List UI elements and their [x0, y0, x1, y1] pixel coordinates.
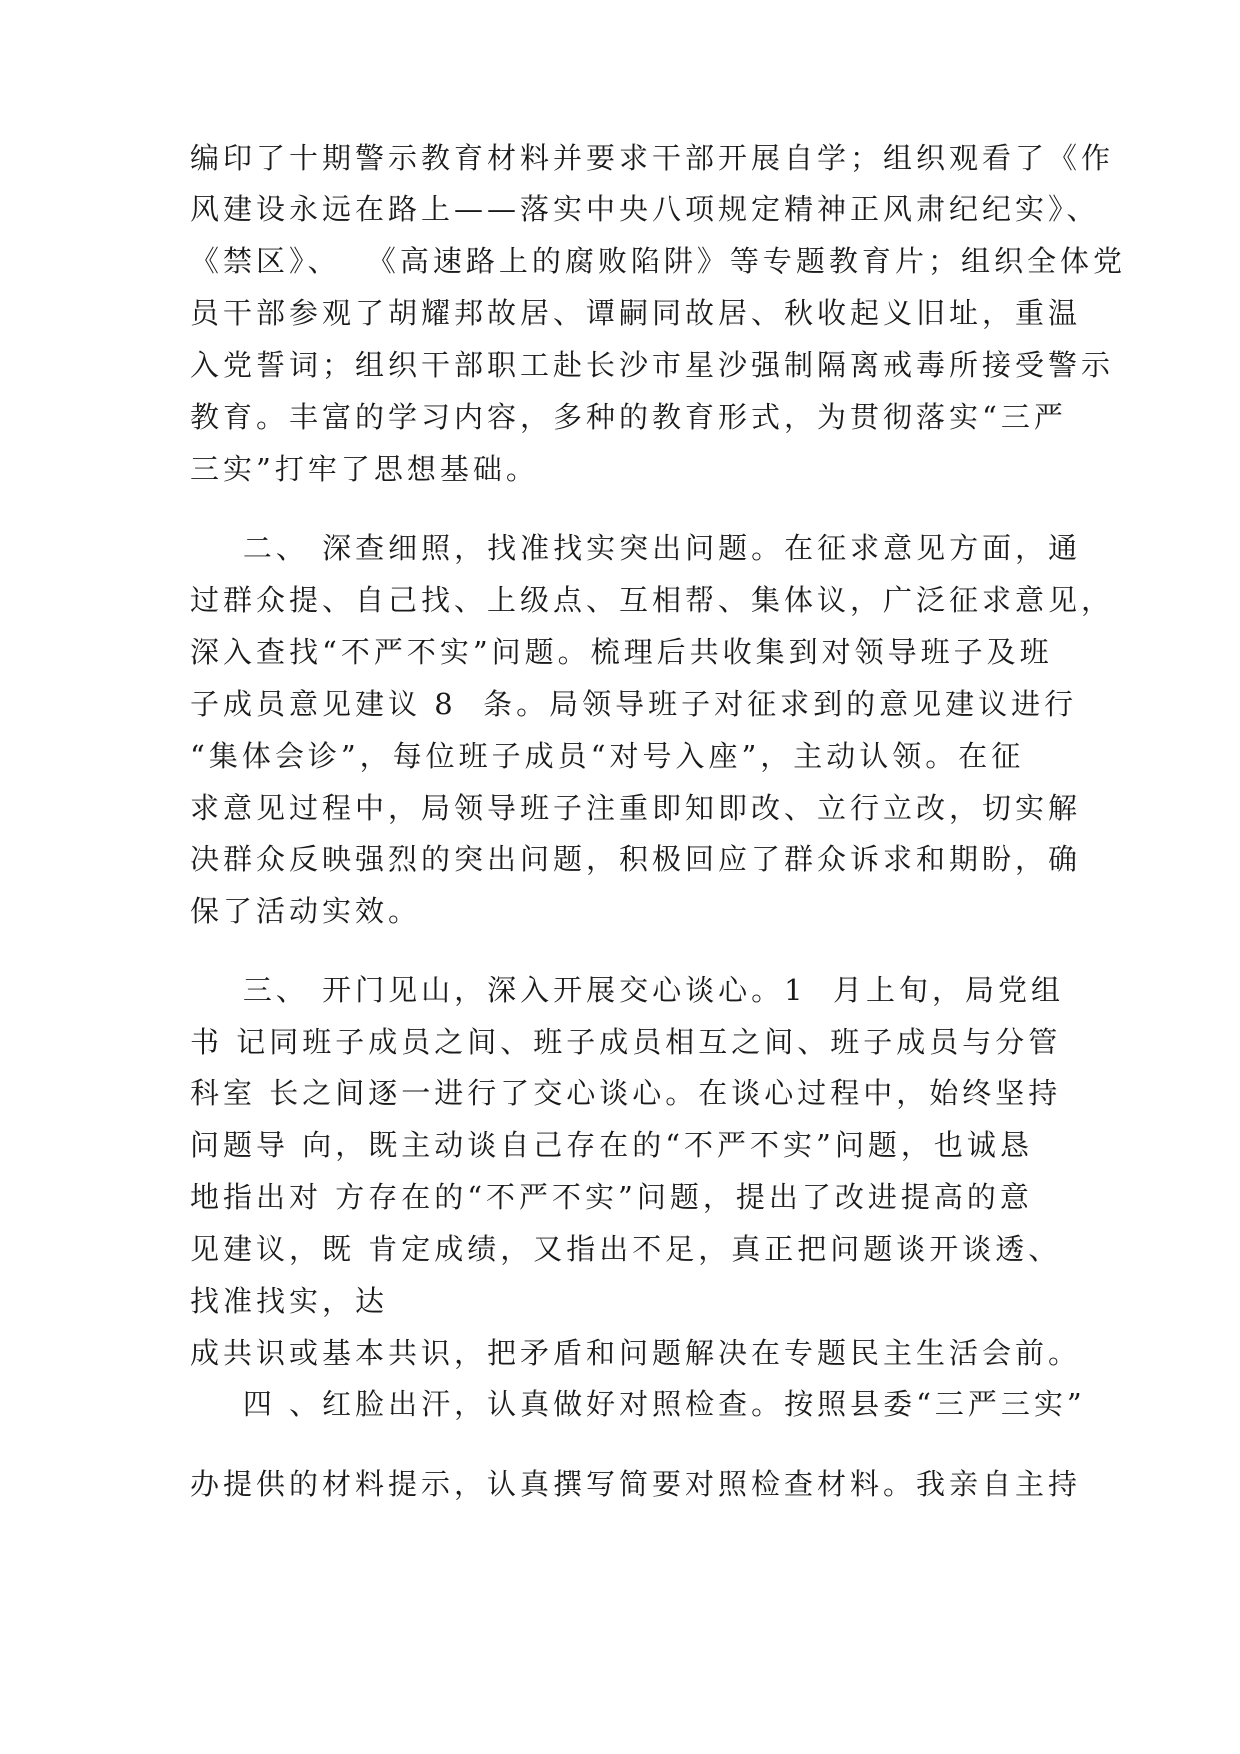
body-line: 地指出对 方存在的“不严不实”问题，提出了改进提高的意 [190, 1180, 1033, 1214]
section-four-heading-line: 四 、红脸出汗，认真做好对照检查。按照县委“三严三实” [190, 1387, 1086, 1421]
section-three-heading-line: 三、 开门见山，深入开展交心谈心。1 月上旬，局党组 [190, 973, 1064, 1007]
body-line: 书 记同班子成员之间、班子成员相互之间、班子成员与分管 [190, 1025, 1062, 1059]
body-line: 入党誓词；组织干部职工赴长沙市星沙强制隔离戒毒所接受警示 [190, 348, 1115, 382]
body-line: 《禁区》、 《高速路上的腐败陷阱》等专题教育片；组织全体党 [190, 244, 1126, 278]
body-line: 见建议，既 肯定成绩，又指出不足，真正把问题谈开谈透、 [190, 1232, 1062, 1266]
body-line: 决群众反映强烈的突出问题，积极回应了群众诉求和期盼，确 [190, 842, 1082, 876]
body-line: 过群众提、自己找、上级点、互相帮、集体议，广泛征求意见， [190, 583, 1115, 617]
body-line: 科室 长之间逐一进行了交心谈心。在谈心过程中，始终坚持 [190, 1076, 1062, 1110]
body-line: 保了活动实效。 [190, 894, 422, 928]
body-line: 教育。丰富的学习内容，多种的教育形式，为贯彻落实“三严 [190, 400, 1067, 434]
body-line: 子成员意见建议 8 条。局领导班子对征求到的意见建议进行 [190, 687, 1078, 721]
body-line: 成共识或基本共识，把矛盾和问题解决在专题民主生活会前。 [190, 1336, 1082, 1370]
section-two-heading-line: 二、 深查细照，找准找实突出问题。在征求意见方面，通 [190, 531, 1082, 565]
body-line: 深入查找“不严不实”问题。梳理后共收集到对领导班子及班 [190, 635, 1053, 669]
body-line: 风建设永远在路上——落实中央八项规定精神正风肃纪纪实》、 [190, 192, 1100, 226]
body-line: “集体会诊”，每位班子成员“对号入座”，主动认领。在征 [190, 739, 1025, 773]
body-line: 求意见过程中，局领导班子注重即知即改、立行立改，切实解 [190, 791, 1082, 825]
body-line: 三实”打牢了思想基础。 [190, 452, 539, 486]
body-line: 找准找实，达 [190, 1284, 389, 1318]
body-line: 员干部参观了胡耀邦故居、谭嗣同故居、秋收起义旧址，重温 [190, 296, 1082, 330]
body-line: 问题导 向，既主动谈自己存在的“不严不实”问题，也诚恳 [190, 1128, 1033, 1162]
body-line: 编印了十期警示教育材料并要求干部开展自学；组织观看了《作 [190, 141, 1115, 175]
body-line: 办提供的材料提示，认真撰写简要对照检查材料。我亲自主持 [190, 1467, 1082, 1501]
